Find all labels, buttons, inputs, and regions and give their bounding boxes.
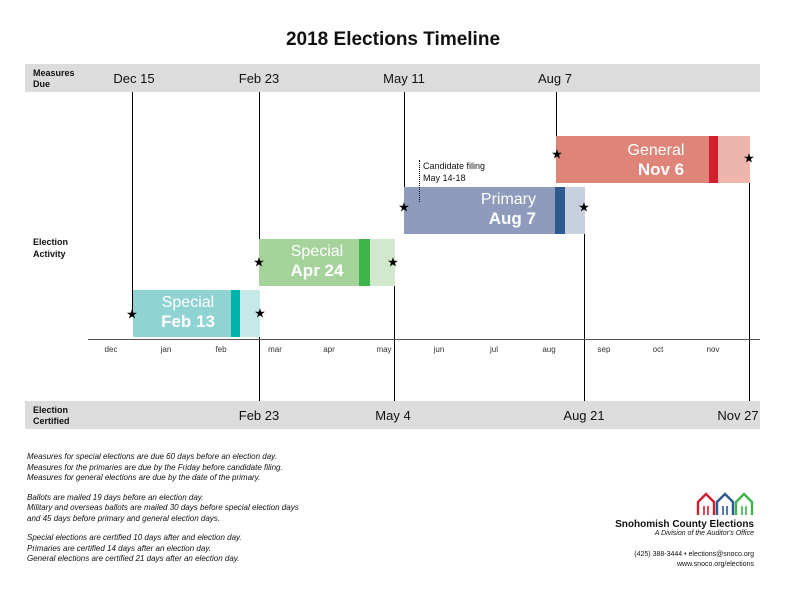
org-contact [520, 550, 754, 570]
measures-due-date: Dec 15 [113, 71, 155, 86]
month-label: may [376, 345, 392, 354]
timeline-vertical-line [584, 207, 585, 401]
star-icon: ★ [743, 150, 755, 166]
page-title: 2018 Elections Timeline [285, 29, 501, 50]
star-icon: ★ [398, 199, 410, 215]
star-icon: ★ [578, 199, 590, 215]
notes-section [27, 452, 407, 574]
primary-election-day-marker [555, 187, 565, 234]
candidate-filing-marker [419, 160, 420, 202]
measures-due-date: Feb 23 [238, 71, 280, 86]
measures-due-date: May 11 [383, 71, 425, 86]
measures-due-date: Aug 7 [538, 71, 572, 86]
general-bar-label: General Nov 6 [627, 142, 685, 179]
timeline-vertical-line [132, 92, 133, 314]
certified-date: Nov 27 [717, 408, 759, 423]
election-activity-label: Election Activity [33, 237, 69, 259]
certified-date: Aug 21 [563, 408, 605, 423]
org-phone: (425) 388-3444 [634, 551, 683, 558]
certified-date: Feb 23 [238, 408, 280, 423]
star-icon: ★ [551, 146, 563, 162]
month-label: jan [160, 345, 172, 354]
org-name: Snohomish County Elections [615, 519, 754, 530]
star-icon: ★ [253, 254, 265, 270]
ballot-notes: Ballots are mailed 19 days before an election day. Military and overseas ballots are mailed 30 days before special election days and 45 days before primary and general election days. [27, 492, 299, 523]
month-label: nov [706, 345, 720, 354]
special-apr-bar-label: Special Apr 24 [290, 243, 344, 280]
month-label: apr [323, 345, 335, 354]
org-website[interactable]: www.snoco.org/elections [676, 561, 754, 568]
month-label: mar [268, 345, 282, 354]
org-email[interactable]: elections@snoco.org [688, 551, 754, 558]
measures-due-label: Measures Due [33, 68, 75, 89]
star-icon: ★ [126, 306, 138, 322]
star-icon: ★ [254, 305, 266, 321]
org-subtitle: A Division of the Auditor's Office [654, 530, 754, 537]
special-feb-bar-label: Special Feb 13 [161, 294, 215, 331]
measures-notes: Measures for special elections are due 60 days before an election day. Measures for the primaries are due by the Friday before candidate filing. Measures for general elections are due by the date of the primary. [27, 452, 283, 482]
candidate-filing-note: Candidate filing May 14-18 [423, 161, 486, 183]
timeline-vertical-line [259, 92, 260, 262]
star-icon: ★ [387, 254, 399, 270]
certified-date: May 4 [375, 408, 411, 423]
primary-bar-label: Primary Aug 7 [480, 191, 536, 228]
month-label: jul [489, 345, 499, 354]
timeline-vertical-line [749, 158, 750, 401]
month-label: oct [652, 345, 664, 354]
month-label: sep [597, 345, 611, 354]
bullet-icon: • [684, 551, 689, 558]
certification-notes: Special elections are certified 10 days after and election day. Primaries are certified 14 days after an election day. General elections are certified 21 days after an election day. [27, 533, 242, 563]
month-label: dec [104, 345, 118, 354]
election-certified-label: Election Certified [33, 405, 70, 426]
month-label: feb [215, 345, 227, 354]
month-label: aug [542, 345, 556, 354]
county-logo-icon [696, 491, 754, 517]
org-block [520, 491, 754, 570]
month-axis [88, 339, 760, 340]
month-label: jun [433, 345, 445, 354]
